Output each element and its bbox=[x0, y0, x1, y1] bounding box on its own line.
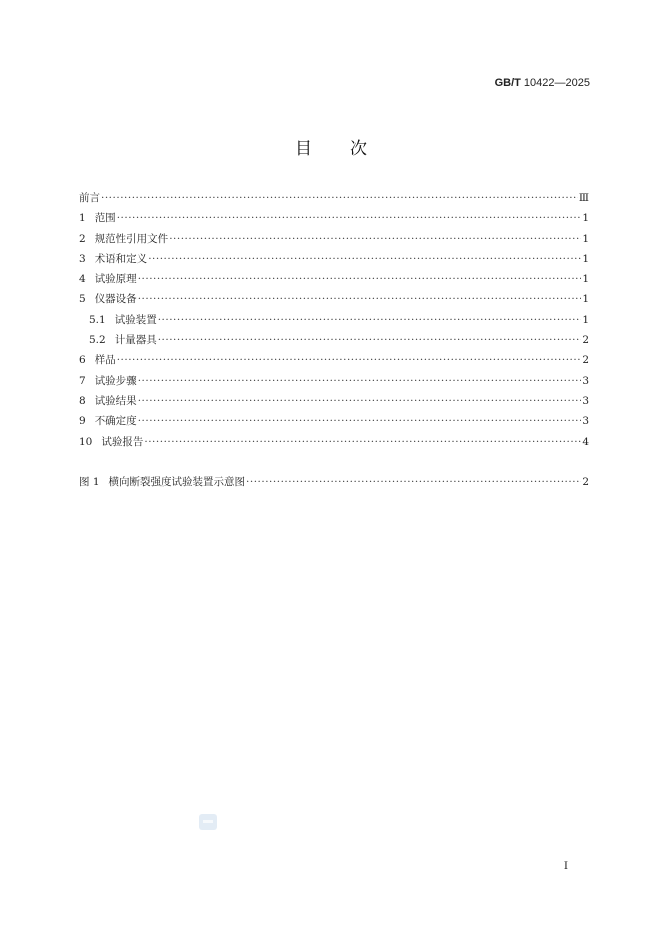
toc-entry-label: 试验步骤 bbox=[94, 374, 137, 387]
toc-entry-scope[interactable] bbox=[79, 208, 589, 228]
toc-entry-page: 1 bbox=[582, 232, 589, 245]
toc-entry-page: 1 bbox=[582, 293, 589, 306]
toc-entry-page: 2 bbox=[582, 334, 589, 347]
toc-entry-label: 规范性引用文件 bbox=[94, 232, 169, 245]
toc-entry-page: 3 bbox=[582, 374, 589, 387]
toc-title: 目次 bbox=[295, 139, 405, 159]
toc-entry-page: 3 bbox=[582, 415, 589, 428]
toc-entry-normative-references[interactable] bbox=[79, 229, 589, 249]
toc-entry-page: 2 bbox=[582, 354, 589, 367]
table-of-contents bbox=[79, 188, 589, 492]
figure-label: 横向断裂强度试验装置示意图 bbox=[108, 475, 246, 488]
toc-entry-label: 范围 bbox=[94, 212, 116, 225]
toc-entry-label: 试验装置 bbox=[114, 313, 157, 326]
toc-entry-page: 1 bbox=[582, 313, 589, 326]
toc-entry-page: Ⅲ bbox=[578, 192, 589, 204]
toc-entry-number: 6 bbox=[79, 354, 86, 367]
page-number: I bbox=[563, 860, 568, 872]
toc-entry-apparatus[interactable] bbox=[79, 289, 589, 309]
toc-entry-label: 计量器具 bbox=[114, 334, 157, 347]
toc-entry-figure-1[interactable] bbox=[79, 472, 589, 492]
figure-number: 图 1 bbox=[79, 475, 100, 488]
toc-leader-dots bbox=[169, 229, 581, 249]
standard-number: 10422—2025 bbox=[520, 77, 590, 89]
toc-entry-page: 3 bbox=[582, 394, 589, 407]
toc-leader-dots bbox=[117, 208, 582, 228]
toc-entry-label: 样品 bbox=[94, 354, 116, 367]
toc-entry-terms-definitions[interactable] bbox=[79, 249, 589, 269]
toc-entry-test-device[interactable] bbox=[79, 310, 589, 330]
toc-leader-dots bbox=[158, 310, 582, 330]
toc-leader-dots bbox=[138, 269, 582, 289]
toc-entry-number: 10 bbox=[79, 435, 93, 448]
toc-entry-page: 1 bbox=[582, 273, 589, 286]
toc-entry-uncertainty[interactable] bbox=[79, 411, 589, 431]
toc-entry-label: 试验原理 bbox=[94, 273, 137, 286]
toc-entry-test-principle[interactable] bbox=[79, 269, 589, 289]
toc-entry-test-report[interactable] bbox=[79, 432, 589, 452]
toc-entry-label: 试验结果 bbox=[94, 394, 137, 407]
toc-leader-dots bbox=[158, 330, 582, 350]
toc-entry-number: 2 bbox=[79, 232, 86, 245]
standard-prefix: GB/T bbox=[494, 77, 521, 89]
toc-leader-dots bbox=[246, 472, 581, 492]
toc-entry-number: 4 bbox=[79, 273, 86, 286]
toc-entry-number: 5.2 bbox=[89, 334, 106, 347]
toc-entry-number: 3 bbox=[79, 252, 86, 265]
toc-entry-label: 不确定度 bbox=[94, 415, 137, 428]
toc-entry-measuring-instruments[interactable] bbox=[79, 330, 589, 350]
toc-leader-dots bbox=[138, 289, 582, 309]
toc-entry-label: 试验报告 bbox=[101, 435, 144, 448]
toc-leader-dots bbox=[117, 350, 582, 370]
toc-entry-number: 7 bbox=[79, 374, 86, 387]
toc-entry-page: 1 bbox=[582, 252, 589, 265]
toc-entry-number: 5.1 bbox=[89, 313, 106, 326]
toc-leader-dots bbox=[144, 432, 581, 452]
toc-entry-label: 仪器设备 bbox=[94, 293, 137, 306]
toc-leader-dots bbox=[138, 411, 582, 431]
toc-entry-label: 前言 bbox=[79, 192, 100, 204]
toc-entry-label: 术语和定义 bbox=[94, 252, 148, 265]
toc-entry-foreword[interactable] bbox=[79, 188, 589, 208]
toc-entry-page: 4 bbox=[582, 435, 589, 448]
toc-leader-dots bbox=[148, 249, 581, 269]
watermark-logo-icon bbox=[199, 814, 217, 830]
toc-entry-number: 9 bbox=[79, 415, 86, 428]
toc-entry-page: 1 bbox=[582, 212, 589, 225]
toc-leader-dots bbox=[101, 188, 578, 208]
toc-entry-number: 5 bbox=[79, 293, 86, 306]
toc-entry-number: 1 bbox=[79, 212, 86, 225]
toc-entry-samples[interactable] bbox=[79, 350, 589, 370]
toc-leader-dots bbox=[138, 371, 582, 391]
figure-page: 2 bbox=[582, 475, 589, 488]
toc-entry-number: 8 bbox=[79, 394, 86, 407]
toc-entry-test-results[interactable] bbox=[79, 391, 589, 411]
toc-entry-test-procedure[interactable] bbox=[79, 371, 589, 391]
standard-code bbox=[495, 77, 590, 89]
toc-leader-dots bbox=[138, 391, 582, 411]
